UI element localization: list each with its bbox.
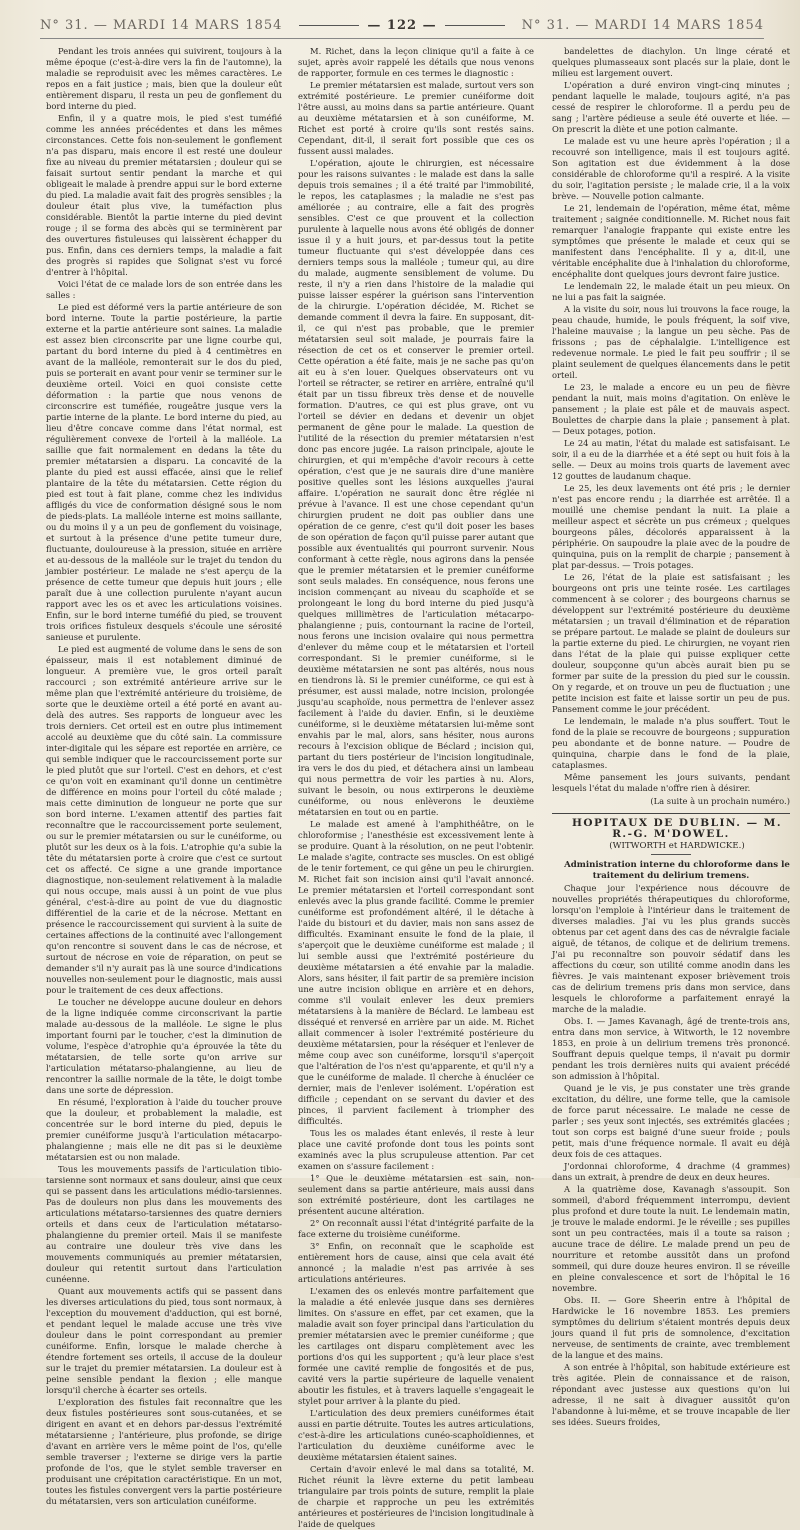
paragraph: L'examen des os enlevés montre parfaitement que la maladie a été enlevée jusque dans ses dernières limites. On s'assure en effet, par cet examen, que la maladie avait son foyer principal dans l'articulation du premier métatarsien avec le premier cunéiforme ; que les cartilages ont disparu complètement avec les portions d'os qui les supportent ; qu'à leur place s'est formée une cavité remplie de fongosités et de pus, cavité vers la partie supérieure de laquelle venaient aboutir les fistules, et à travers laquelle s'engageait le stylet pour arriver à la plante du pied. xyxy=(298,1286,534,1406)
page-header xyxy=(40,18,764,38)
paragraph: Le 21, lendemain de l'opération, même état, même traitement ; saignée conditionnelle. M. Richet nous fait remarquer l'analogie frappante qui existe entre les symptômes que présente le malade et ceux qui se manifestent dans l'encéphalite. Il y a, dit-il, une véritable encéphalite due à l'inhalation du chloroforme, encéphalite dont quelques jours devront faire justice. xyxy=(552,203,790,279)
paragraph: Le 26, l'état de la plaie est satisfaisant ; les bourgeons ont pris une teinte rosée. Les cartilages commencent à se colorer ; des bourgeons charnus se développent sur l'extrémité postérieure du deuxième métatarsien ; un travail d'élimination et de réparation se prépare partout. Le malade se plaint de douleurs sur la partie externe du pied. Le chirurgien, ne voyant rien dans l'état de la plaie qui puisse expliquer cette douleur, soupçonne qu'un abcès aurait bien pu se former par suite de la pression du pied sur le coussin. On y regarde, et on trouve un peu de fluctuation ; une petite incision est faite et laisse sortir un peu de pus. Pansement comme le jour précédent. xyxy=(552,572,790,714)
paragraph: Le malade est vu une heure après l'opération ; il a recouvré son intelligence, mais il est toujours agité. Son agitation est due évidemment à la dose considérable de chloroforme qu'il a respiré. A la visite du soir, l'agitation persiste ; le malade crie, il a la voix brève. — Nouvelle potion calmante. xyxy=(552,136,790,201)
paragraph: M. Richet, dans la leçon clinique qu'il a faite à ce sujet, après avoir rappelé les détails que nous venons de rapporter, formule en ces termes le diagnostic : xyxy=(298,46,534,78)
paragraph: Obs. II. — Gore Sheerin entre à l'hôpital de Hardwicke le 16 novembre 1853. Les premiers symptômes du delirium s'étaient montrés depuis deux jours quand il fut pris de somnolence, d'excitation nerveuse, de sentiments de crainte, avec tremblement de la langue et des mains. xyxy=(552,1295,790,1360)
paragraph: Enfin, il y a quatre mois, le pied s'est tuméfié comme les années précédentes et dans les mêmes circonstances. Cette fois non-seulement le gonflement n'a pas disparu, mais encore il est resté une douleur fixe au niveau du premier métatarsien ; douleur qui se faisait surtout sentir pendant la marche et qui obligeait le malade à prendre appui sur le bord externe du pied. La maladie avait fait des progrès sensibles ; la douleur était plus vive, la tuméfaction plus considérable. Bientôt la partie interne du pied devint rouge ; il se forma des abcès qui se terminèrent par des ouvertures fistuleuses qui laissèrent échapper du pus. Enfin, dans ces derniers temps, la maladie a fait des progrès si rapides que Solignat s'est vu forcé d'entrer à l'hôpital. xyxy=(46,113,282,277)
column-3 xyxy=(552,46,790,1427)
section-divider xyxy=(552,813,790,814)
paragraph: En résumé, l'exploration à l'aide du toucher prouve que la douleur, et probablement la maladie, est concentrée sur le bord interne du pied, depuis le premier cunéiforme jusqu'à l'articulation métacarpo-phalangienne ; mais elle ne dit pas si le deuxième métatarsien est ou non malade. xyxy=(46,1097,282,1162)
section-small-rule xyxy=(651,854,691,855)
paragraph: Certain d'avoir enlevé le mal dans sa totalité, M. Richet réunit la lèvre externe du petit lambeau triangulaire par trois points de suture, remplit la plaie de charpie et rapproche un peu les extrémités antérieures et postérieures de l'incision longitudinale à l'aide de quelques xyxy=(298,1464,534,1529)
paragraph: Le premier métatarsien est malade, surtout vers son extrémité postérieure. Le premier cunéiforme doit l'être aussi, au moins dans sa partie antérieure. Quant au deuxième métatarsien et à son cunéiforme, M. Richet est porté à croire qu'ils sont restés sains. Cependant, dit-il, il serait fort possible que ces os fussent aussi malades. xyxy=(298,80,534,156)
paragraph: Même pansement les jours suivants, pendant lesquels l'état du malade n'offre rien à désirer. xyxy=(552,772,790,793)
paragraph: A la visite du soir, nous lui trouvons la face rouge, la peau chaude, humide, le pouls fréquent, la soif vive, l'haleine mauvaise ; la langue un peu sèche. Pas de frissons ; pas de céphalalgie. L'intelligence est redevenue normale. Le pied le fait peu souffrir ; il se plaint seulement de quelques élancements dans le petit orteil. xyxy=(552,304,790,380)
paragraph: Tous les os malades étant enlevés, il reste à leur place une cavité profonde dont tous les points sont examinés avec la plus scrupuleuse attention. Par cet examen on s'assure facilement : xyxy=(298,1128,534,1171)
continuation-note: (La suite à un prochain numéro.) xyxy=(650,796,790,806)
page-number-text: — 122 — xyxy=(291,18,512,33)
section-subtitle: (WITWORTH et HARDWICKE.) xyxy=(609,841,745,851)
paragraph: Chaque jour l'expérience nous découvre de nouvelles propriétés thérapeutiques du chloroforme, lorsqu'on l'emploie à l'intérieur dans le traitement de diverses maladies. J'ai vu les plus grands succès obtenus par cet agent dans des cas de névralgie faciale aiguë, de tétanos, de colique et de delirium tremens. J'ai pu reconnaître son pouvoir sédatif dans les affections du cœur, son utilité comme anodin dans les fièvres. Je vais maintenant exposer brièvement trois cas de delirium tremens pris dans mon service, dans lesquels le chloroforme a parfaitement enrayé la marche de la maladie. xyxy=(552,883,790,1014)
header-issue-left: N° 31. — MARDI 14 MARS 1854 xyxy=(40,18,283,33)
paragraph: Tous les mouvements passifs de l'articulation tibio-tarsienne sont normaux et sans douleur, ainsi que ceux qui se passent dans les articulations médio-tarsiennes. Pas de douleurs non plus dans les mouvements des articulations métatarso-tarsiennes des quatre derniers orteils et dans ceux de l'articulation métatarso-phalangienne du premier orteil. Mais il se manifeste au contraire une douleur très vive dans les mouvements communiqués au premier métatarsien, douleur qui retentit surtout dans l'articulation cunéenne. xyxy=(46,1164,282,1284)
column-2 xyxy=(298,46,534,1529)
column-3-continuation xyxy=(552,46,790,794)
paragraph: Le 25, les deux lavements ont été pris ; le dernier n'est pas encore rendu ; la diarrhée est arrêtée. Il a mouillé une chemise pendant la nuit. La plaie a meilleur aspect et sécrète un pus crémeux ; quelques bourgeons pâles, décolorés apparaissent à la périphérie. On saupoudre la plaie avec de la poudre de quinquina, puis on la remplit de charpie ; pansement à plat par-dessus. — Trois potages. xyxy=(552,483,790,570)
column-1 xyxy=(46,46,282,1506)
paragraph: L'opération, ajoute le chirurgien, est nécessaire pour les raisons suivantes : le malade est dans la salle depuis trois semaines ; il a été traité par l'immobilité, le repos, les cataplasmes ; la maladie ne s'est pas améliorée ; au contraire, elle a fait des progrès sensibles. C'est ce que prouvent et la collection purulente à laquelle nous avons été obligés de donner issue il y a huit jours, et par-dessus tout la petite tumeur fluctuante qui s'est développée dans ces derniers temps sous la malléole ; tumeur qui, au dire du malade, augmente sensiblement de volume. Du reste, il n'y a rien dans l'histoire de la maladie qui puisse laisser espérer la guérison sans l'intervention de la chirurgie. L'opération décidée, M. Richet se demande comment il devra la faire. En supposant, dit-il, ce qui n'est pas probable, que le premier métatarsien seul soit malade, je pourrais faire la résection de cet os et conserver le premier orteil. Cette opération a été faite, mais je ne sache pas qu'on ait eu à s'en louer. Quelques observateurs ont vu l'orteil se rétracter, se retirer en arrière, entraîné qu'il était par un tissu fibreux très dense et de nouvelle formation. D'autres, ce qui est plus grave, ont vu l'orteil se dévier en dedans et devenir un objet permanent de gêne pour le malade. La question de l'utilité de la résection du premier métatarsien n'est donc pas encore jugée. La raison principale, ajoute le chirurgien, et qui m'empêche d'avoir recours à cette opération, c'est que je ne saurais dire d'une manière positive quelles sont les lésions auxquelles j'aurai affaire. L'opération ne saurait donc être réglée ni prévue à l'avance. Il est une chose cependant qu'un chirurgien prudent ne doit pas oublier dans une opération de ce genre, c'est qu'il doit poser les bases de son opération de façon qu'il puisse parer autant que possible aux éventualités qui pourront survenir. Nous conformant à cette règle, nous agirons dans la pensée que le premier métatarsien et le premier cunéiforme sont seuls malades. En conséquence, nous ferons une incision commençant au niveau du scaphoïde et se prolongeant le long du bord interne du pied jusqu'à quelques millimètres de l'articulation métacarpo-phalangienne ; puis, contournant la racine de l'orteil, nous ferons une incision ovalaire qui nous permettra d'enlever du même coup et le métatarsien et l'orteil correspondant. Si le premier cunéiforme, si le deuxième métatarsien ne sont pas altérés, nous nous en tiendrons là. Si le premier cunéiforme, ce qui est à présumer, est aussi malade, notre incision, prolongée jusqu'au scaphoïde, nous permettra de l'enlever assez facilement à l'aide du davier. Enfin, si le deuxième cunéiforme, si le deuxième métatarsien lui-même sont envahis par le mal, alors, sans hésiter, nous aurons recours à l'excision oblique de Béclard ; incision qui, partant du tiers postérieur de l'incision longitudinale, ira vers le dos du pied, et détachera ainsi un lambeau qui nous permettra de voir les parties à nu. Alors, suivant le besoin, ou nous extirperons le deuxième cunéiforme, ou nous enlèverons le deuxième métatarsien en tout ou en partie. xyxy=(298,158,534,817)
paragraph: Le 24 au matin, l'état du malade est satisfaisant. Le soir, il a eu de la diarrhée et a été sept ou huit fois à la selle. — Deux au moins trois quarts de lavement avec 12 gouttes de laudanum chaque. xyxy=(552,438,790,481)
paragraph: Le toucher ne développe aucune douleur en dehors de la ligne indiquée comme circonscrivant la partie malade au-dessous de la malléole. Le signe le plus important fourni par le toucher, c'est la diminution de volume, l'espèce d'atrophie qu'a éprouvée la tête du métatarsien, de telle sorte qu'on arrive sur l'articulation métatarso-phalangienne, au lieu de rencontrer la saillie normale de la tête, le doigt tombe dans une sorte de dépression. xyxy=(46,997,282,1095)
paragraph: Le lendemain 22, le malade était un peu mieux. On ne lui a pas fait la saignée. xyxy=(552,281,790,302)
paragraph: Pendant les trois années qui suivirent, toujours à la même époque (c'est-à-dire vers la fin de l'automne), la maladie se reproduisit avec les mêmes caractères. Le repos en a fait justice ; mais, bien que la douleur eût entièrement disparu, il resta un peu de gonflement du bord interne du pied. xyxy=(46,46,282,111)
section-heading: Administration interne du chloroforme dans le traitement du delirium tremens. xyxy=(564,860,790,881)
header-rule xyxy=(40,38,764,39)
paragraph: L'opération a duré environ vingt-cinq minutes ; pendant laquelle le malade, toujours agité, n'a pas cessé de respirer le chloroforme. Il a perdu peu de sang ; l'artère pédieuse a seule été ouverte et liée. — On prescrit la diète et une potion calmante. xyxy=(552,80,790,134)
paragraph: Quant aux mouvements actifs qui se passent dans les diverses articulations du pied, tous sont normaux, à l'exception du mouvement d'adduction, qui est borné, et pendant lequel le malade accuse une très vive douleur dans le point correspondant au premier cunéiforme. Enfin, lorsque le malade cherche à étendre fortement ses orteils, il accuse de la douleur sur le trajet du premier métatarsien. La douleur est à peine sensible pendant la flexion ; elle manque lorsqu'il cherche à écarter ses orteils. xyxy=(46,1286,282,1395)
paragraph: L'exploration des fistules fait reconnaître que les deux fistules postérieures sont sous-cutanées, et se dirigent en avant et en dehors par-dessus l'extrémité métatarsienne ; l'antérieure, plus profonde, se dirige d'avant en arrière vers le même point de l'os, qu'elle semble traverser ; l'externe se dirige vers la partie profonde de l'os, que le stylet semble traverser en produisant une crépitation caractéristique. En un mot, toutes les fistules convergent vers la partie postérieure du métatarsien, vers son articulation cunéiforme. xyxy=(46,1397,282,1506)
paragraph: A la quatrième dose, Kavanagh s'assoupit. Son sommeil, d'abord fréquemment interrompu, devient plus profond et dure toute la nuit. Le lendemain matin, je trouve le malade endormi. Je le réveille ; ses pupilles sont un peu contractées, mais il a toute sa raison ; aucune trace de délire. Le malade prend un peu de nourriture et retombe aussitôt dans un profond sommeil, qui dure douze heures environ. Il se réveille en pleine convalescence et sort de l'hôpital le 16 novembre. xyxy=(552,1184,790,1293)
paragraph: Quand je le vis, je pus constater une très grande excitation, du délire, une forme telle, que la camisole de force parut nécessaire. Le malade ne cesse de parler ; ses yeux sont injectés, ses extrémités glacées ; tout son corps est baigné d'une sueur froide ; pouls petit, mais d'une fréquence normale. Il avait eu déjà deux fois de ces attaques. xyxy=(552,1083,790,1159)
paragraph: L'articulation des deux premiers cunéiformes était aussi en partie détruite. Toutes les autres articulations, c'est-à-dire les articulations cunéo-scaphoïdiennes, et l'articulation du deuxième cunéiforme avec le deuxième métatarsien étaient saines. xyxy=(298,1408,534,1462)
paragraph: Le pied est déformé vers la partie antérieure de son bord interne. Toute la partie postérieure, la partie externe et la partie antérieure sont saines. La maladie est assez bien circonscrite par une ligne courbe qui, partant du bord interne du pied à 4 centimètres en avant de la malléole, remonterait sur le dos du pied, puis se porterait en avant pour venir se terminer sur le deuxième orteil. Voici en quoi consiste cette déformation : la partie que nous venons de circonscrire est tuméfiée, rougeâtre jusque vers la partie interne de la plante. Le bord interne du pied, au lieu d'être concave comme dans l'état normal, est régulièrement convexe de l'orteil à la malléole. La saillie que fait normalement en dedans la tête du premier métatarsien a disparu. La concavité de la plante du pied est aussi effacée, ainsi que le relief plantaire de la tête du métatarsien. Cette région du pied est tout à fait plane, comme chez les individus affligés du vice de conformation désigné sous le nom de pieds-plats. La malléole interne est moins saillante, ou du moins il y a un peu de gonflement du voisinage, et surtout à la présence d'une petite tumeur dure, fluctuante, douloureuse à la pression, située en arrière et au-dessous de la malléole sur le trajet du tendon du jambier postérieur. Le malade ne s'est aperçu de la présence de cette tumeur que depuis huit jours ; elle paraît due à une collection purulente n'ayant aucun rapport avec les os et avec les articulations voisines. Enfin, sur le bord interne tuméfié du pied, se trouvent trois orifices fistuleux desquels s'écoule une sérosité sanieuse et purulente. xyxy=(46,302,282,642)
paragraph: 1° Que le deuxième métatarsien est sain, non-seulement dans sa partie antérieure, mais aussi dans son extrémité postérieure, dont les cartilages ne présentent aucune altération. xyxy=(298,1173,534,1216)
paragraph: bandelettes de diachylon. Un linge cératé et quelques plumasseaux sont placés sur la plaie, dont le milieu est largement ouvert. xyxy=(552,46,790,78)
paragraph: A son entrée à l'hôpital, son habitude extérieure est très agitée. Plein de connaissance et de raison, répondant avec justesse aux questions qu'on lui adresse, il ne sait à divaguer aussitôt qu'on l'abandonne à lui-même, et se trouve incapable de lier ses idées. Sueurs froides, xyxy=(552,1362,790,1427)
paragraph: Le pied est augmenté de volume dans le sens de son épaisseur, mais il est notablement diminué de longueur. A première vue, le gros orteil paraît raccourci ; son extrémité antérieure arrive sur le même plan que l'extrémité antérieure du troisième, de sorte que le deuxième orteil a été porté en avant au-delà des autres. Ses rapports de longueur avec les trois derniers. Cet orteil est en outre plus intimement accolé au deuxième que du côté sain. La commissure inter-digitale qui les sépare est reportée en arrière, ce qui semble indiquer que le raccourcissement porte sur le pied plutôt que sur l'orteil. C'est en dehors, et c'est ce qu'on voit en examinant qu'il donne un centimètre de différence en moins pour l'orteil du côté malade ; mais cette diminution de longueur ne porte que sur son bord interne. L'examen attentif des parties fait reconnaître que le raccourcissement porte seulement, ou sur le premier métatarsien ou sur le cunéiforme, ou plutôt sur les deux os à la fois. L'atrophie qu'a subie la tête du métatarsien porte à croire que c'est ce surtout cet os affecté. Ce signe a une grande importance diagnostique, non-seulement relativement à la maladie qui nous occupe, mais aussi à un point de vue plus général, c'est-à-dire au point de vue du diagnostic différentiel de la carie et de la nécrose. Mettant en présence le raccourcissement qui survient à la suite de certaines affections de la continuité avec l'allongement qu'on rencontre si souvent dans le cas de nécrose, et surtout de nécrose en voie de réparation, on peut se demander s'il n'y aurait pas là une source d'indications nouvelles non-seulement pour le diagnostic, mais aussi pour le traitement de ces deux affections. xyxy=(46,644,282,995)
section-title: HOPITAUX DE DUBLIN. — M. R.-G. M'DOWEL. xyxy=(571,817,783,840)
column-3-article xyxy=(552,883,790,1428)
paragraph: 2° On reconnaît aussi l'état d'intégrité parfaite de la face externe du troisième cunéiforme. xyxy=(298,1218,534,1239)
header-issue-right: N° 31. — MARDI 14 MARS 1854 xyxy=(521,18,764,33)
paragraph: Le 23, le malade a encore eu un peu de fièvre pendant la nuit, mais moins d'agitation. On enlève le pansement ; la plaie est pâle et de mauvais aspect. Boulettes de charpie dans la plaie ; pansement à plat. — Deux potages, potion. xyxy=(552,382,790,436)
paragraph: Voici l'état de ce malade lors de son entrée dans les salles : xyxy=(46,279,282,300)
paragraph: Le lendemain, le malade n'a plus souffert. Tout le fond de la plaie se recouvre de bourgeons ; suppuration peu abondante et de bonne nature. — Poudre de quinquina, charpie dans le fond de la plaie, cataplasmes. xyxy=(552,716,790,770)
paragraph: J'ordonnai chloroforme, 4 drachme (4 grammes) dans un extrait, à prendre de deux en deux heures. xyxy=(552,1161,790,1182)
paragraph: Obs. I. — James Kavanagh, âgé de trente-trois ans, entra dans mon service, à Witworth, le 12 novembre 1853, en proie à un delirium tremens très prononcé. Souffrant depuis quelque temps, il n'avait pu dormir pendant les trois dernières nuits qui avaient précédé son admission à l'hôpital. xyxy=(552,1016,790,1081)
paragraph: 3° Enfin, on reconnaît que le scaphoïde est entièrement hors de cause, ainsi que cela avait été annoncé ; la maladie n'est pas arrivée à ses articulations antérieures. xyxy=(298,1241,534,1284)
paragraph: Le malade est amené à l'amphithéâtre, on le chloroformise ; l'anesthésie est excessivement lente à se produire. Quant à la résolution, on ne peut l'obtenir. Le malade s'agite, contracte ses muscles. On est obligé de le tenir fortement, ce qui gêne un peu le chirurgien. M. Richet fait son incision ainsi qu'il l'avait annoncé. Le premier métatarsien et l'orteil correspondant sont enlevés avec la plus grande facilité. Comme le premier cunéiforme est profondément altéré, il le détache à l'aide du bistouri et du davier, mais non sans assez de difficultés. Examinant ensuite le fond de la plaie, il s'aperçoit que le deuxième cunéiforme est malade ; il lui semble aussi que l'extrémité postérieure du deuxième métatarsien a été envahie par la maladie. Alors, sans hésiter, il fait partir de sa première incision une autre incision oblique en arrière et en dehors, comme s'il voulait enlever les deux premiers métatarsiens à la manière de Béclard. Le lambeau est disséqué et renversé en arrière par un aide. M. Richet allait commencer à isoler l'extrémité postérieure du deuxième métatarsien, pour la réséquer et l'enlever de même coup avec son cunéiforme, lorsqu'il s'aperçoit que l'altération de l'os n'est qu'apparente, et qu'il n'y a que le cunéiforme de malade. Il cherche à énucléer ce dernier, mais de l'enlever isolément. L'opération est difficile ; cependant on se servant du davier et des pinces, il parvient facilement à triompher des difficultés. xyxy=(298,819,534,1126)
